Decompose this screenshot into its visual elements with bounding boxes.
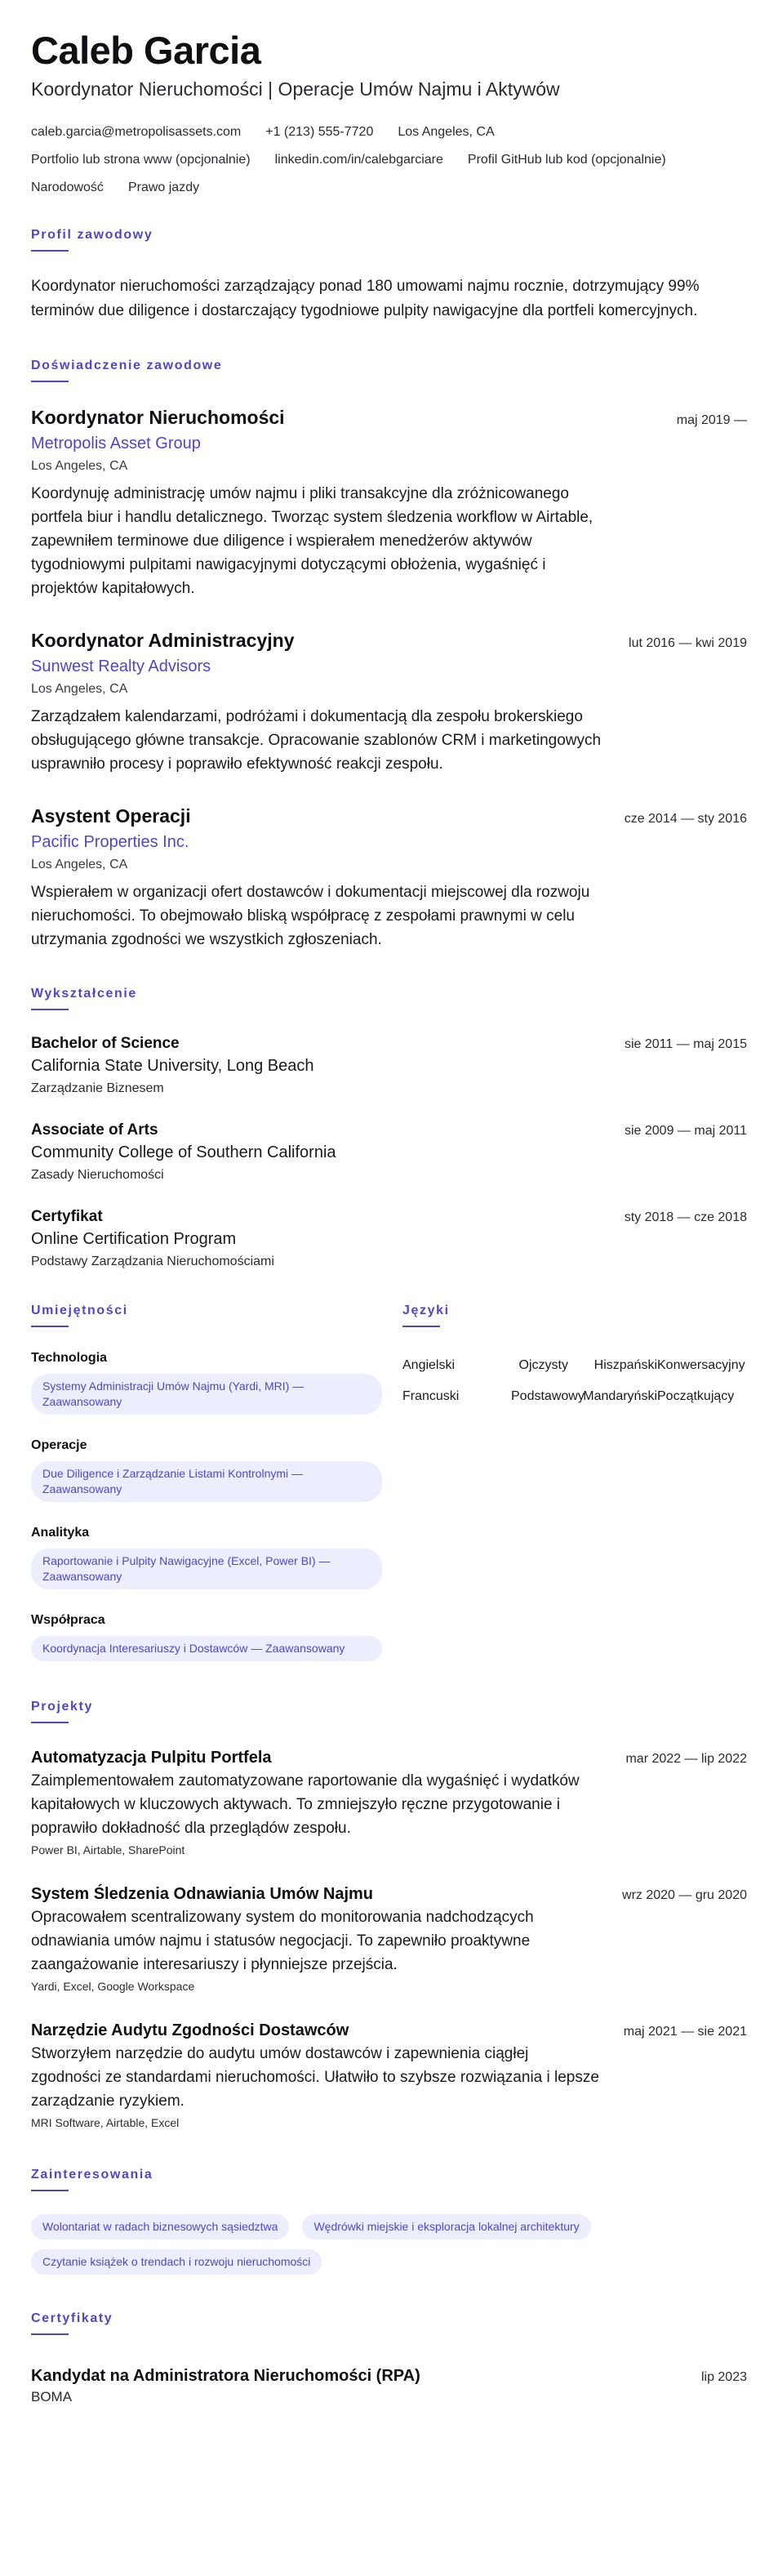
interest-tag: Wędrówki miejskie i eksploracja lokalnej architektury: [302, 2214, 590, 2240]
job-title: Koordynator Administracyjny: [31, 630, 295, 651]
skills-section: [31, 1303, 370, 1661]
education-date: sie 2009 — maj 2011: [624, 1124, 747, 1138]
certification-entry: [31, 2364, 747, 2407]
github-link[interactable]: Profil GitHub lub kod (opcjonalnie): [467, 153, 666, 167]
language-row: [402, 1350, 747, 1381]
language-level: Podstawowy: [511, 1389, 585, 1403]
skill-tag: Due Diligence i Zarządzanie Listami Kontrolnymi — Zaawansowany: [31, 1461, 382, 1502]
certifications-section: [31, 2311, 747, 2407]
skill-group: [31, 1437, 370, 1502]
section-divider: [31, 1722, 69, 1723]
degree: Associate of Arts: [31, 1121, 158, 1139]
languages-section: [402, 1303, 747, 1661]
location: Los Angeles, CA: [398, 125, 495, 139]
job-entry: [31, 628, 747, 776]
job-description: Wspierałem w organizacji ofert dostawców i dokumentacji miejscowej dla rozwoju nieruchomości. To obejmowało bliską współpracę z zespołami prawnymi w celu utrzymania zgodności we wszystkich zgłoszeniach.: [31, 884, 590, 948]
project-title: Automatyzacja Pulpitu Portfela: [31, 1749, 272, 1767]
project-description: Opracowałem scentralizowany system do monitorowania nadchodzących odnawiania umów najmu i statusów negocjacji. To zapewniło proaktywne zaangażowanie interesariuszy i płynniejsze przejścia.: [31, 1909, 534, 1973]
company-name: Sunwest Realty Advisors: [31, 657, 211, 675]
skill-group: [31, 1350, 370, 1415]
degree: Bachelor of Science: [31, 1035, 180, 1052]
interests-section: [31, 2167, 747, 2275]
skill-category: Analityka: [31, 1526, 90, 1540]
languages-table: [402, 1350, 747, 1412]
phone-number[interactable]: +1 (213) 555-7720: [265, 125, 374, 139]
section-title: Projekty: [31, 1700, 93, 1714]
job-location: Los Angeles, CA: [31, 459, 128, 473]
project-tools: Power BI, Airtable, SharePoint: [31, 1843, 185, 1856]
language-row: [402, 1381, 747, 1412]
section-divider: [31, 381, 69, 382]
section-title: Doświadczenie zawodowe: [31, 359, 223, 372]
linkedin-link[interactable]: linkedin.com/in/calebgarciare: [274, 153, 443, 167]
skill-tag: Raportowanie i Pulpity Nawigacyjne (Excel, Power BI) — Zaawansowany: [31, 1549, 382, 1589]
interest-tag: Czytanie książek o trendach i rozwoju nieruchomości: [31, 2249, 322, 2275]
project-description: Zaimplementowałem zautomatyzowane raportowanie dla wygaśnięć i wydatków kapitałowych w kluczowych aktywach. To zmniejszyło ręczne przygotowanie i poprawiło dokładność dla przeglądów zespołu.: [31, 1772, 580, 1837]
company-name: Metropolis Asset Group: [31, 435, 201, 452]
job-title: Koordynator Nieruchomości: [31, 407, 285, 428]
section-title: Języki: [402, 1304, 450, 1317]
section-divider: [31, 1009, 69, 1010]
interest-tag: Wolontariat w radach biznesowych sąsiedztwa: [31, 2214, 289, 2240]
education-entry: [31, 1206, 747, 1272]
section-divider: [31, 2333, 69, 2335]
interest-tags: [31, 2214, 733, 2275]
section-divider: [31, 250, 69, 252]
resume-header: [31, 28, 747, 196]
headline: Koordynator Nieruchomości | Operacje Umów Najmu i Aktywów: [31, 78, 560, 100]
education-entry: [31, 1120, 747, 1185]
skill-category: Operacje: [31, 1438, 87, 1452]
field-of-study: Podstawy Zarządzania Nieruchomościami: [31, 1255, 274, 1268]
job-date: lut 2016 — kwi 2019: [629, 636, 747, 650]
job-description: Zarządzałem kalendarzami, podróżami i dokumentacją dla zespołu brokerskiego obsługującego główne transakcje. Opracowanie szablonów CRM i marketingowych usprawniło procesy i poprawiło efektywność reakcji zespołu.: [31, 708, 602, 773]
project-entry: [31, 2019, 747, 2131]
contact-row: [31, 180, 747, 196]
summary-text: Koordynator nieruchomości zarządzający ponad 180 umowami najmu rocznie, dotrzymujący 99% terminów due diligence i dostarczający tygodniowe pulpity nawigacyjne dla portfeli komercyjnych.: [31, 278, 700, 319]
language-level: Początkujący: [657, 1389, 735, 1403]
skill-category: Technologia: [31, 1351, 108, 1365]
project-title: Narzędzie Audytu Zgodności Dostawców: [31, 2021, 349, 2039]
email-link[interactable]: caleb.garcia@metropolisassets.com: [31, 125, 242, 139]
school-name: Community College of Southern California: [31, 1143, 336, 1161]
job-date: cze 2014 — sty 2016: [624, 812, 747, 826]
field-of-study: Zasady Nieruchomości: [31, 1168, 164, 1182]
certification-issuer: BOMA: [31, 2389, 73, 2404]
education-date: sie 2011 — maj 2015: [624, 1037, 747, 1051]
projects-section: [31, 1699, 747, 2131]
candidate-name: Caleb Garcia: [31, 29, 261, 72]
experience-section: [31, 358, 747, 952]
language-level: Konwersacyjny: [657, 1358, 745, 1372]
language-name: Angielski: [402, 1358, 456, 1372]
language-name: Hiszpański: [594, 1358, 657, 1372]
language-name: Mandaryński: [583, 1389, 657, 1403]
field-of-study: Zarządzanie Biznesem: [31, 1081, 164, 1095]
skill-tag: Systemy Administracji Umów Najmu (Yardi, MRI) — Zaawansowany: [31, 1374, 382, 1415]
project-title: System Śledzenia Odnawiania Umów Najmu: [31, 1885, 374, 1903]
portfolio-link[interactable]: Portfolio lub strona www (opcjonalnie): [31, 153, 251, 167]
section-title: Wykształcenie: [31, 987, 137, 1001]
section-title: Zainteresowania: [31, 2168, 153, 2182]
certification-title: Kandydat na Administratora Nieruchomości (RPA): [31, 2367, 420, 2385]
section-divider: [31, 1326, 69, 1327]
project-entry: [31, 1746, 747, 1858]
language-name: Francuski: [402, 1389, 460, 1403]
driving-license: Prawo jazdy: [127, 180, 200, 194]
language-level: Ojczysty: [518, 1358, 568, 1372]
job-description: Koordynuję administrację umów najmu i pliki transakcyjne dla zróżnicowanego portfela biur i handlu detalicznego. Tworząc system śledzenia workflow w Airtable, zapewniłem terminowe due diligence i wspierałem menedżerów aktywów tygodniowymi pulpitami nawigacyjnymi dotyczącymi obłożenia, wygaśnięć i projektów kapitałowych.: [31, 485, 594, 597]
section-title: Profil zawodowy: [31, 228, 153, 242]
project-date: maj 2021 — sie 2021: [623, 2025, 747, 2039]
school-name: Online Certification Program: [31, 1230, 237, 1248]
contact-info: [31, 124, 747, 196]
section-divider: [31, 2190, 69, 2191]
section-title: Certyfikaty: [31, 2311, 113, 2325]
job-location: Los Angeles, CA: [31, 858, 128, 871]
job-date: maj 2019 —: [676, 413, 747, 427]
project-date: wrz 2020 — gru 2020: [622, 1888, 747, 1902]
education-section: [31, 986, 747, 1272]
company-name: Pacific Properties Inc.: [31, 833, 189, 851]
project-description: Stworzyłem narzędzie do audytu umów dostawców i zapewnienia ciągłej zgodności ze standardami nieruchomości. Ułatwiło to szybsze rozwiązania i lepsze zarządzanie ryzykiem.: [31, 2045, 599, 2110]
skill-group: [31, 1612, 370, 1661]
education-entry: [31, 1033, 747, 1099]
summary-section: [31, 227, 747, 323]
school-name: California State University, Long Beach: [31, 1057, 314, 1075]
skills-languages-row: [31, 1303, 747, 1661]
project-date: mar 2022 — lip 2022: [625, 1752, 747, 1766]
skill-group: [31, 1525, 370, 1589]
job-entry: [31, 405, 747, 600]
section-title: Umiejętności: [31, 1304, 128, 1317]
project-entry: [31, 1883, 747, 1994]
degree: Certyfikat: [31, 1208, 103, 1225]
certification-date: lip 2023: [700, 2370, 747, 2384]
skill-category: Współpraca: [31, 1613, 105, 1627]
contact-row: [31, 124, 747, 140]
nationality: Narodowość: [31, 180, 104, 194]
job-location: Los Angeles, CA: [31, 682, 128, 696]
section-divider: [402, 1326, 440, 1327]
project-tools: Yardi, Excel, Google Workspace: [31, 1980, 195, 1993]
skill-tag: Koordynacja Interesariuszy i Dostawców — Zaawansowany: [31, 1636, 382, 1661]
job-entry: [31, 804, 747, 952]
education-date: sty 2018 — cze 2018: [624, 1210, 747, 1224]
project-tools: MRI Software, Airtable, Excel: [31, 2116, 180, 2129]
contact-row: [31, 152, 747, 168]
job-title: Asystent Operacji: [31, 805, 191, 827]
